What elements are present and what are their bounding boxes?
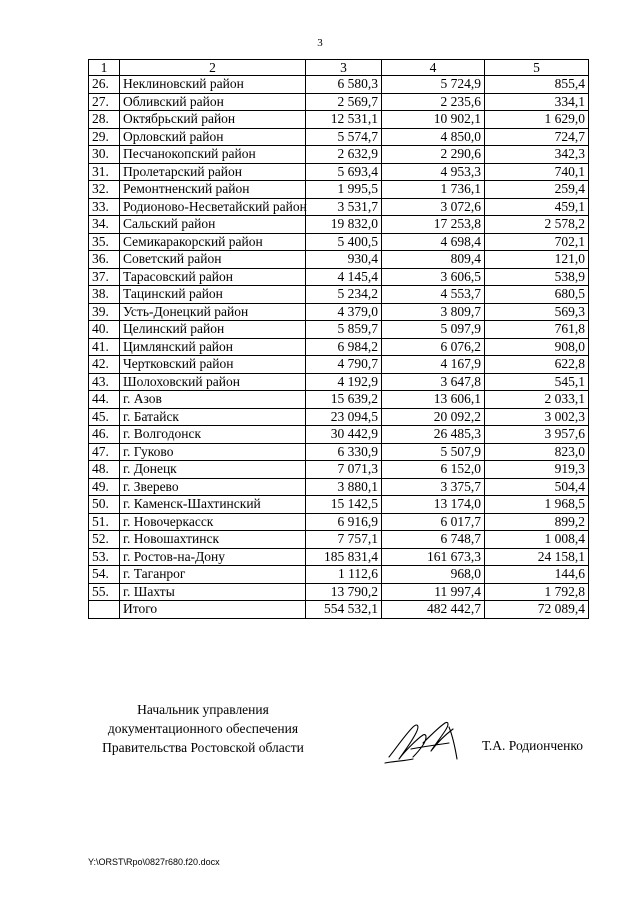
name-cell: Октябрьский район [120,111,306,129]
row-number-cell: 31. [89,163,120,181]
signer-name: Т.А. Родионченко [482,738,583,753]
table-row [89,583,589,601]
table-row [89,321,589,339]
value-col5-cell: 1 968,5 [485,496,589,514]
name-cell: г. Шахты [120,583,306,601]
table-row [89,303,589,321]
value-col3-cell: 2 569,7 [306,93,382,111]
value-col3-cell: 554 532,1 [306,601,382,619]
value-col3-cell: 12 531,1 [306,111,382,129]
value-col3-cell: 1 112,6 [306,566,382,584]
value-col3-cell: 5 693,4 [306,163,382,181]
table-body [89,60,589,619]
table-row [89,443,589,461]
name-cell: г. Ростов-на-Дону [120,548,306,566]
value-col4-cell: 3 647,8 [382,373,485,391]
value-col4-cell: 809,4 [382,251,485,269]
table-row [89,408,589,426]
data-table [88,59,589,619]
value-col5-cell: 24 158,1 [485,548,589,566]
value-col3-cell: 4 790,7 [306,356,382,374]
row-number-cell: 53. [89,548,120,566]
value-col5-cell: 1 008,4 [485,531,589,549]
value-col5-cell: 72 089,4 [485,601,589,619]
value-col5-cell: 459,1 [485,198,589,216]
value-col5-cell: 504,4 [485,478,589,496]
value-col5-cell: 2 578,2 [485,216,589,234]
row-number-cell: 29. [89,128,120,146]
table-row [89,356,589,374]
name-cell: г. Зверево [120,478,306,496]
name-cell: г. Волгодонск [120,426,306,444]
table-row [89,426,589,444]
value-col4-cell: 968,0 [382,566,485,584]
table-row [89,513,589,531]
name-cell: Родионово-Несветайский район [120,198,306,216]
value-col5-cell: 855,4 [485,76,589,94]
value-col4-cell: 6 017,7 [382,513,485,531]
table-row [89,216,589,234]
table-row [89,286,589,304]
value-col3-cell: 2 632,9 [306,146,382,164]
value-col3-cell: 3 531,7 [306,198,382,216]
row-number-cell: 44. [89,391,120,409]
header-cell: 5 [485,60,589,76]
value-col4-cell: 5 507,9 [382,443,485,461]
table-row [89,128,589,146]
row-number-cell: 30. [89,146,120,164]
name-cell: Семикаракорский район [120,233,306,251]
table-row [89,566,589,584]
value-col3-cell: 5 234,2 [306,286,382,304]
row-number-cell: 26. [89,76,120,94]
value-col4-cell: 20 092,2 [382,408,485,426]
name-cell: Тацинский район [120,286,306,304]
value-col5-cell: 2 033,1 [485,391,589,409]
value-col3-cell: 15 142,5 [306,496,382,514]
value-col4-cell: 4 953,3 [382,163,485,181]
value-col4-cell: 26 485,3 [382,426,485,444]
row-number-cell: 43. [89,373,120,391]
value-col3-cell: 5 400,5 [306,233,382,251]
value-col4-cell: 1 736,1 [382,181,485,199]
page-number: 3 [317,37,323,49]
row-number-cell: 34. [89,216,120,234]
value-col5-cell: 334,1 [485,93,589,111]
handwritten-signature-icon [383,713,473,773]
table-row [89,268,589,286]
value-col4-cell: 5 097,9 [382,321,485,339]
name-cell: г. Гуково [120,443,306,461]
table-row [89,338,589,356]
signature-block [88,700,318,757]
name-cell: г. Новошахтинск [120,531,306,549]
value-col3-cell: 6 580,3 [306,76,382,94]
value-col3-cell: 930,4 [306,251,382,269]
value-col5-cell: 1 629,0 [485,111,589,129]
value-col4-cell: 3 375,7 [382,478,485,496]
value-col3-cell: 4 192,9 [306,373,382,391]
value-col4-cell: 161 673,3 [382,548,485,566]
name-cell: г. Новочеркасск [120,513,306,531]
value-col3-cell: 4 379,0 [306,303,382,321]
value-col4-cell: 17 253,8 [382,216,485,234]
value-col3-cell: 7 757,1 [306,531,382,549]
value-col3-cell: 30 442,9 [306,426,382,444]
value-col5-cell: 121,0 [485,251,589,269]
value-col5-cell: 545,1 [485,373,589,391]
row-number-cell: 38. [89,286,120,304]
row-number-cell: 36. [89,251,120,269]
name-cell: Целинский район [120,321,306,339]
row-number-cell: 37. [89,268,120,286]
row-number-cell [89,601,120,619]
row-number-cell: 51. [89,513,120,531]
table-row [89,531,589,549]
name-cell: Советский район [120,251,306,269]
table-row [89,181,589,199]
row-number-cell: 42. [89,356,120,374]
table-row [89,163,589,181]
row-number-cell: 28. [89,111,120,129]
value-col4-cell: 6 076,2 [382,338,485,356]
table-row [89,251,589,269]
value-col3-cell: 7 071,3 [306,461,382,479]
value-col5-cell: 1 792,8 [485,583,589,601]
name-cell: Тарасовский район [120,268,306,286]
row-number-cell: 49. [89,478,120,496]
name-cell: Ремонтненский район [120,181,306,199]
value-col4-cell: 2 290,6 [382,146,485,164]
value-col4-cell: 3 606,5 [382,268,485,286]
row-number-cell: 32. [89,181,120,199]
row-number-cell: 47. [89,443,120,461]
name-cell: г. Азов [120,391,306,409]
value-col5-cell: 622,8 [485,356,589,374]
value-col3-cell: 5 574,7 [306,128,382,146]
signer-title-line-2: документационного обеспечения [107,721,299,736]
table-row [89,198,589,216]
value-col3-cell: 5 859,7 [306,321,382,339]
name-cell: Орловский район [120,128,306,146]
value-col5-cell: 899,2 [485,513,589,531]
name-cell: г. Таганрог [120,566,306,584]
name-cell: Песчанокопский район [120,146,306,164]
table-row [89,146,589,164]
signer-title-line-1: Начальник управления [137,702,269,717]
value-col5-cell: 724,7 [485,128,589,146]
value-col5-cell: 908,0 [485,338,589,356]
name-cell: Цимлянский район [120,338,306,356]
value-col3-cell: 185 831,4 [306,548,382,566]
value-col4-cell: 13 606,1 [382,391,485,409]
header-cell: 4 [382,60,485,76]
value-col4-cell: 10 902,1 [382,111,485,129]
row-number-cell: 52. [89,531,120,549]
value-col3-cell: 3 880,1 [306,478,382,496]
header-cell: 1 [89,60,120,76]
value-col3-cell: 15 639,2 [306,391,382,409]
row-number-cell: 40. [89,321,120,339]
value-col3-cell: 6 984,2 [306,338,382,356]
value-col5-cell: 259,4 [485,181,589,199]
row-number-cell: 35. [89,233,120,251]
value-col5-cell: 3 957,6 [485,426,589,444]
value-col5-cell: 740,1 [485,163,589,181]
signer-title-line-3: Правительства Ростовской области [102,740,304,755]
name-cell: Обливский район [120,93,306,111]
value-col3-cell: 13 790,2 [306,583,382,601]
value-col4-cell: 6 748,7 [382,531,485,549]
name-cell: Шолоховский район [120,373,306,391]
table-header-row [89,60,589,76]
name-cell: Чертковский район [120,356,306,374]
value-col5-cell: 569,3 [485,303,589,321]
table-row [89,233,589,251]
name-cell: г. Батайск [120,408,306,426]
value-col4-cell: 4 850,0 [382,128,485,146]
value-col4-cell: 5 724,9 [382,76,485,94]
value-col5-cell: 761,8 [485,321,589,339]
value-col5-cell: 144,6 [485,566,589,584]
row-number-cell: 33. [89,198,120,216]
table-row [89,111,589,129]
value-col4-cell: 13 174,0 [382,496,485,514]
row-number-cell: 50. [89,496,120,514]
table-row [89,93,589,111]
row-number-cell: 48. [89,461,120,479]
name-cell: Неклиновский район [120,76,306,94]
value-col4-cell: 3 809,7 [382,303,485,321]
name-cell: г. Донецк [120,461,306,479]
table-row [89,391,589,409]
value-col5-cell: 823,0 [485,443,589,461]
row-number-cell: 54. [89,566,120,584]
value-col3-cell: 6 916,9 [306,513,382,531]
row-number-cell: 41. [89,338,120,356]
value-col5-cell: 680,5 [485,286,589,304]
row-number-cell: 39. [89,303,120,321]
row-number-cell: 46. [89,426,120,444]
header-cell: 2 [120,60,306,76]
value-col3-cell: 6 330,9 [306,443,382,461]
value-col5-cell: 702,1 [485,233,589,251]
header-cell: 3 [306,60,382,76]
value-col5-cell: 919,3 [485,461,589,479]
value-col4-cell: 4 698,4 [382,233,485,251]
row-number-cell: 27. [89,93,120,111]
value-col3-cell: 4 145,4 [306,268,382,286]
value-col3-cell: 23 094,5 [306,408,382,426]
row-number-cell: 55. [89,583,120,601]
name-cell: г. Каменск-Шахтинский [120,496,306,514]
total-row [89,601,589,619]
table-row [89,461,589,479]
value-col4-cell: 4 553,7 [382,286,485,304]
value-col4-cell: 6 152,0 [382,461,485,479]
table-row [89,548,589,566]
value-col4-cell: 3 072,6 [382,198,485,216]
value-col4-cell: 11 997,4 [382,583,485,601]
table-row [89,76,589,94]
value-col5-cell: 3 002,3 [485,408,589,426]
name-cell: Усть-Донецкий район [120,303,306,321]
table-row [89,496,589,514]
value-col4-cell: 482 442,7 [382,601,485,619]
value-col5-cell: 342,3 [485,146,589,164]
name-cell: Сальский район [120,216,306,234]
table-row [89,373,589,391]
value-col5-cell: 538,9 [485,268,589,286]
value-col4-cell: 2 235,6 [382,93,485,111]
value-col4-cell: 4 167,9 [382,356,485,374]
row-number-cell: 45. [89,408,120,426]
value-col3-cell: 19 832,0 [306,216,382,234]
table-row [89,478,589,496]
name-cell: Пролетарский район [120,163,306,181]
file-path-footer: Y:\ORST\Rpo\0827r680.f20.docx [88,857,220,867]
name-cell: Итого [120,601,306,619]
value-col3-cell: 1 995,5 [306,181,382,199]
